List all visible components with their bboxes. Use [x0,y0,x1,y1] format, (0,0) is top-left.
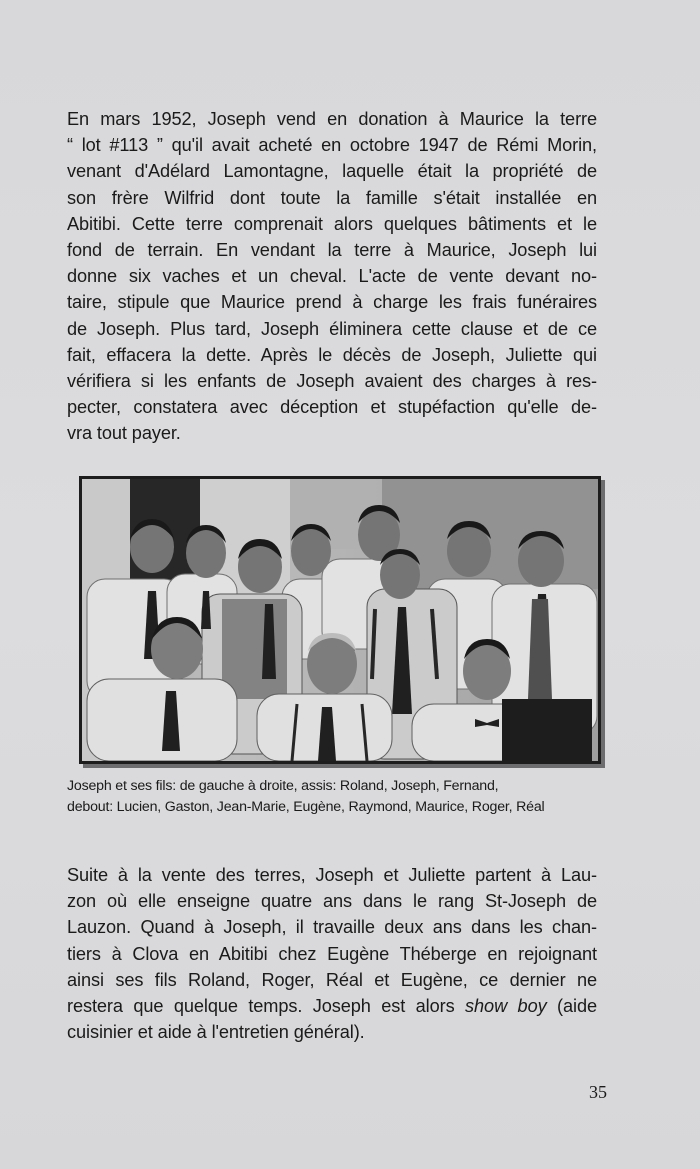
text-line: En mars 1952, Joseph vend en donation à Maurice la terre [67,109,597,129]
caption-line: debout: Lucien, Gaston, Jean-Marie, Eugène, Raymond, Maurice, Roger, Réal [67,799,545,815]
text-line: cuisinier et aide à l'entretien général). [67,1022,365,1043]
text-line: vra tout payer. [67,423,181,444]
text-line: de Joseph. Plus tard, Joseph éliminera cette clause et de ce [67,318,597,339]
text-line: fond de terrain. En vendant la terre à Maurice, Joseph lui [67,240,597,261]
paragraph-bottom [67,862,597,1045]
family-photograph-frame [79,476,601,764]
text-line: ainsi ses fils Roland, Roger, Réal et Eugène, ce dernier ne [67,969,597,990]
text-line: Abitibi. Cette terre comprenait alors quelques bâtiments et le [67,213,597,234]
text-line: zon où elle enseigne quatre ans dans le rang St-Joseph de [67,891,597,912]
text-line: fait, effacera la dette. Après le décès de Joseph, Juliette qui [67,344,597,365]
text-line: vérifiera si les enfants de Joseph avaient des charges à res- [67,371,597,392]
family-photograph [82,479,598,761]
italic-term: show boy [465,996,547,1017]
caption-line: Joseph et ses fils: de gauche à droite, assis: Roland, Joseph, Fernand, [67,778,499,794]
paragraph-top [67,106,597,447]
text-segment: (aide [546,996,597,1017]
text-line: tiers à Clova en Abitibi chez Eugène Théberge en rejoignant [67,943,597,964]
text-line: taire, stipule que Maurice prend à charge les frais funéraires [67,292,597,313]
text-segment: restera que quelque temps. Joseph est alors [67,996,466,1017]
text-line: donne six vaches et un cheval. L'acte de vente devant no- [67,266,597,287]
photo-caption [67,776,627,818]
text-line: pecter, constatera avec déception et stupéfaction qu'elle de- [67,397,597,418]
text-line: venant d'Adélard Lamontagne, laquelle était la propriété de [67,161,597,182]
text-line: son frère Wilfrid dont toute la famille s'était installée en [67,187,597,208]
text-line-with-italic [67,993,597,1019]
page-number: 35 [589,1082,607,1102]
text-line: Lauzon. Quand à Joseph, il travaille deux ans dans les chan- [67,917,597,938]
text-line: Suite à la vente des terres, Joseph et Juliette partent à Lau- [67,865,597,885]
text-line: “ lot #113 ” qu'il avait acheté en octobre 1947 de Rémi Morin, [67,135,597,156]
